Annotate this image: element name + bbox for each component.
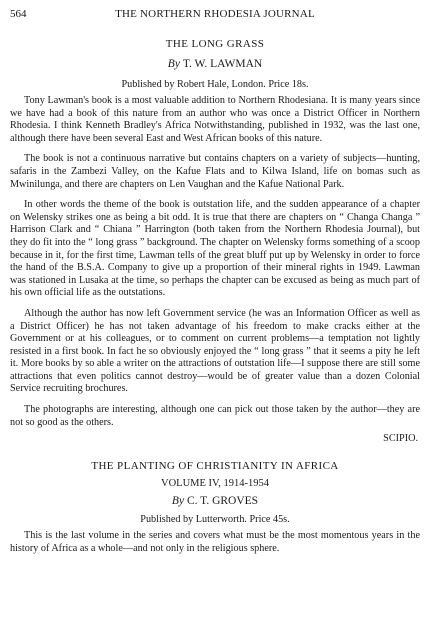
review-2-author: C. T. GROVES bbox=[186, 495, 259, 508]
review-2-publisher-line: Published by Lutterworth. Price 45s. bbox=[140, 514, 290, 526]
byline-prefix: By bbox=[171, 495, 187, 508]
page-number: 564 bbox=[10, 8, 27, 20]
review-2-paragraph-1: This is the last volume in the series and covers what must be the most momentous years in the history of Africa as a whole—and not only in the religious sphere. bbox=[10, 530, 420, 554]
review-title: THE LONG GRASS bbox=[165, 38, 265, 50]
review-signature: SCIPIO. bbox=[383, 433, 418, 445]
review-paragraph-2: The book is not a continuous narrative but contains chapters on a variety of subjects—hunting, safaris in the Zambezi Valley, on the Kafue Flats and to Kilwa Island, life on bomas such as Mwinilunga, and there are chapters on Len Vaughan and the Kafue National Park. bbox=[10, 153, 420, 190]
review-paragraph-3: In other words the theme of the book is outstation life, and the sudden appearance of a chapter on Welensky strikes one as being a bit odd. It is true that there are chapters on “ Changa Changa ” Harrison Clark and “ Chiana ” Harrington (both taken from the Northern Rhodesia Journal), but they do fit into the “ long grass ” background. The chapter on Welensky forms something of a scoop because in it, for the first time, Lawman tells of the great bluff put up by Welensky in order to force the hand of the B.S.A. Company to give up a proportion of their mineral rights in 1949. Lawman was stationed in Lusaka at the time, so perhaps the chapter can be excused as being as much part of his own official life as the outstations. bbox=[10, 199, 420, 299]
review-2-title: THE PLANTING OF CHRISTIANITY IN AFRICA bbox=[91, 460, 339, 473]
journal-title: THE NORTHERN RHODESIA JOURNAL bbox=[115, 8, 315, 20]
review-2-byline bbox=[10, 495, 420, 507]
review-paragraph-5: The photographs are interesting, although one can pick out those taken by the author—they are not so good as the others. bbox=[10, 404, 420, 428]
review-byline bbox=[10, 58, 420, 70]
running-head bbox=[10, 4, 420, 24]
review-author: T. W. LAWMAN bbox=[182, 58, 263, 70]
page bbox=[10, 4, 420, 555]
publisher-line: Published by Robert Hale, London. Price 18s. bbox=[121, 79, 309, 90]
review-paragraph-4: Although the author has now left Government service (he was an Information Officer as well as a District Officer) he has not taken advantage of his freedom to make cracks either at the Government or at his colleagues, or to comment on current problems—a temptation not lightly resisted in a first book. In fact he so obviously enjoyed the “ long grass ” that it seems a pity he left it. More books by so able a writer on the attractions of outstation life—I suppose there are still some attractions that even politics cannot destroy—would be of greater value than a dozen Colonial Service recruiting brochures. bbox=[10, 307, 420, 395]
byline-prefix: By bbox=[167, 58, 183, 70]
review-paragraph-1: Tony Lawman's book is a most valuable addition to Northern Rhodesiana. It is many years since we have had a book of this nature from an author who was once a District Officer in Northern Rhodesia. I think Kenneth Bradley's Africa Notwithstanding, published in 1932, was the last one, although there have been several East and West African books of this nature. bbox=[10, 95, 420, 144]
review-2-volume: VOLUME IV, 1914-1954 bbox=[160, 478, 269, 490]
